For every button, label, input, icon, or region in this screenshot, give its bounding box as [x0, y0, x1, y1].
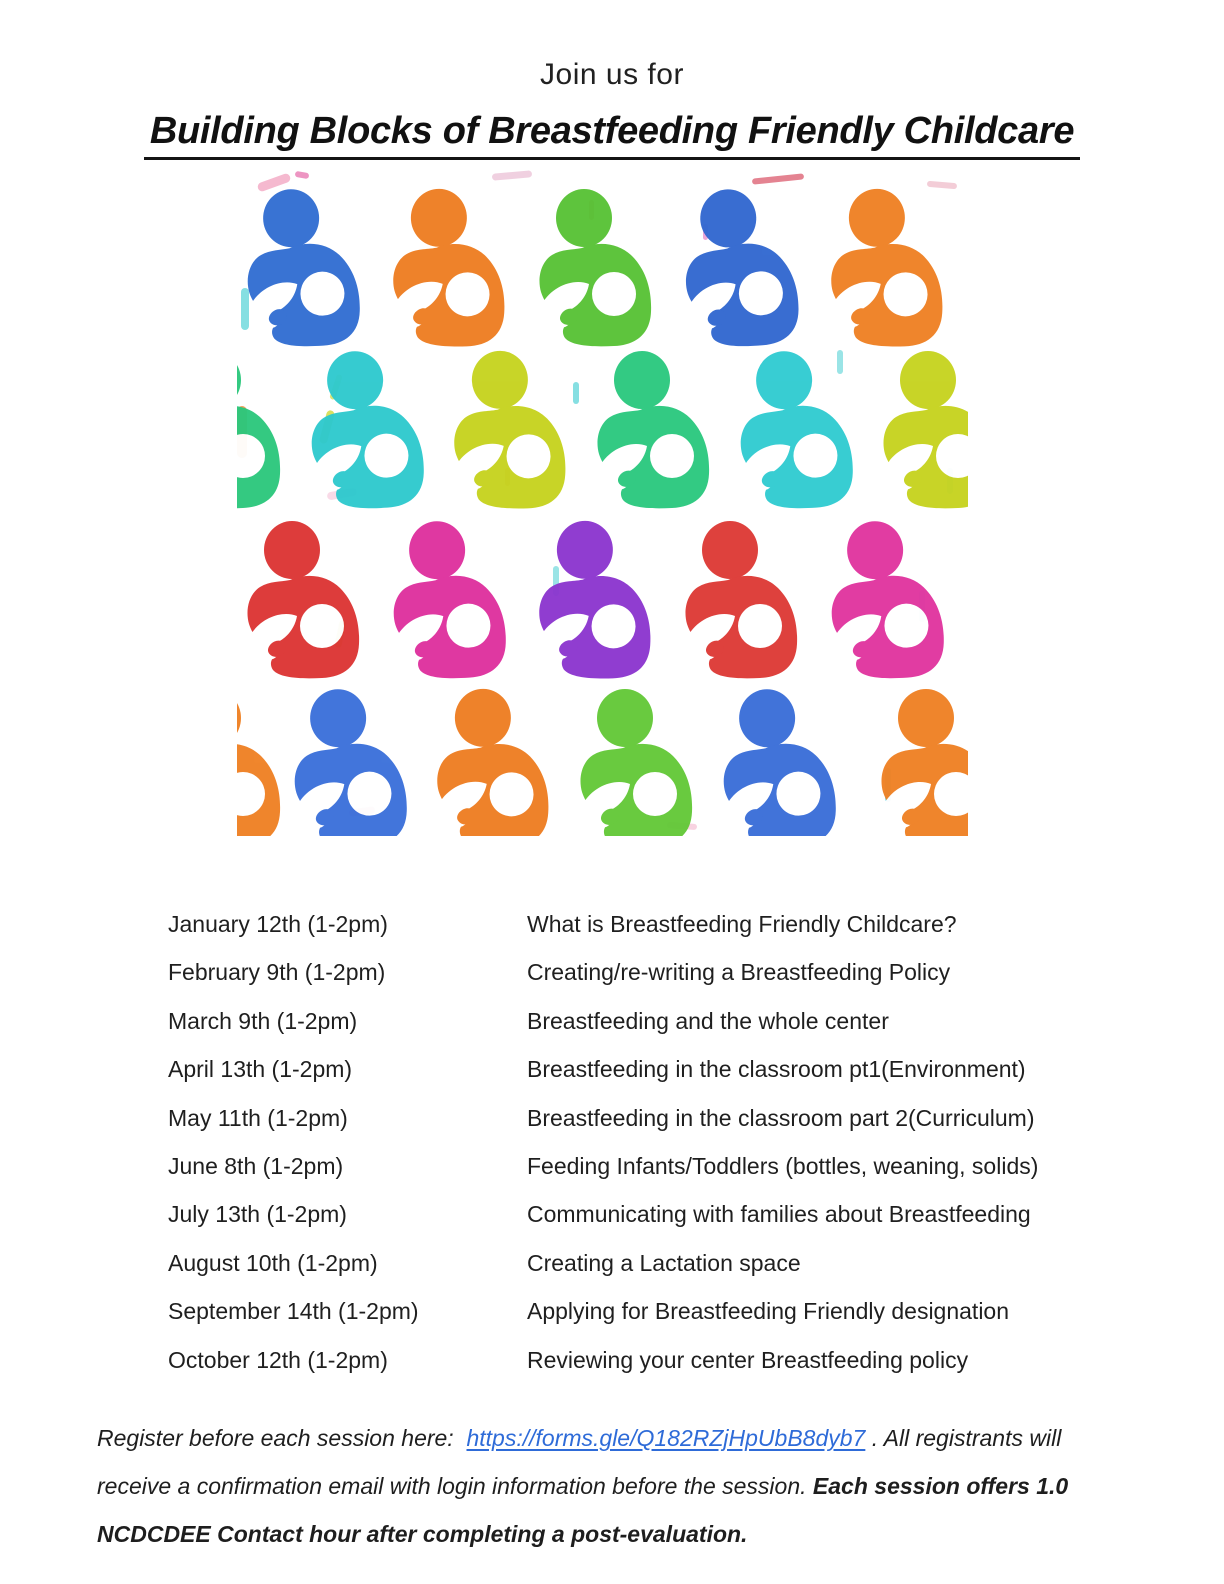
breastfeeding-symbol-icon [830, 188, 944, 347]
breastfeeding-symbol-icon [683, 187, 800, 348]
breastfeeding-symbol-icon [310, 350, 424, 509]
paint-speckle [837, 350, 843, 374]
breastfeeding-symbol-icon [883, 351, 968, 508]
paint-speckle [241, 288, 249, 330]
session-topic: Creating a Lactation space [527, 1249, 801, 1276]
session-date: March 9th (1-2pm) [168, 1007, 358, 1034]
artwork-image [237, 168, 968, 836]
session-topic: Communicating with families about Breastfeeding [527, 1201, 1031, 1228]
breastfeeding-symbol-icon [538, 520, 652, 679]
session-date: April 13th (1-2pm) [168, 1056, 353, 1083]
page-title: Building Blocks of Breastfeeding Friendly Childcare [144, 110, 1080, 160]
breastfeeding-symbol-icon [237, 689, 280, 836]
session-topic: Feeding Infants/Toddlers (bottles, weaning, solids) [527, 1152, 1039, 1179]
breastfeeding-symbol-icon [739, 350, 853, 509]
session-date: October 12th (1-2pm) [168, 1346, 388, 1373]
icon-grid [237, 187, 968, 836]
session-topic: Creating/re-writing a Breastfeeding Policy [527, 959, 951, 986]
artwork-svg [237, 168, 968, 836]
breastfeeding-symbol-icon [246, 188, 360, 347]
session-date: February 9th (1-2pm) [168, 959, 386, 986]
session-date: July 13th (1-2pm) [168, 1201, 347, 1228]
session-date: September 14th (1-2pm) [168, 1298, 419, 1325]
paint-speckle [752, 173, 804, 184]
breastfeeding-symbol-icon [453, 350, 567, 509]
paint-speckle [256, 172, 291, 192]
breastfeeding-symbol-icon [293, 688, 407, 836]
breastfeeding-symbol-icon [597, 351, 709, 508]
paint-speckle [927, 181, 957, 190]
session-topic: Breastfeeding and the whole center [527, 1007, 889, 1034]
breastfeeding-symbol-icon [881, 689, 968, 836]
paint-speckle [492, 170, 532, 180]
session-date: May 11th (1-2pm) [168, 1104, 348, 1131]
breastfeeding-symbol-icon [539, 189, 651, 346]
schedule-table [168, 901, 1108, 1385]
footer-line-1 [97, 1414, 1157, 1462]
session-topic: Breastfeeding in the classroom part 2(Curriculum) [527, 1104, 1035, 1131]
footer-text-bold: Each session offers 1.0 [812, 1473, 1069, 1499]
breastfeeding-symbol-icon [436, 688, 550, 836]
session-date: June 8th (1-2pm) [168, 1152, 344, 1179]
footer-text: receive a confirmation email with login information before the session. [97, 1473, 813, 1499]
session-topic: Applying for Breastfeeding Friendly designation [527, 1298, 1010, 1325]
registration-note [97, 1414, 1157, 1558]
session-topic: Reviewing your center Breastfeeding policy [527, 1346, 969, 1373]
breastfeeding-symbol-icon [247, 521, 359, 678]
breastfeeding-symbol-icon [722, 688, 836, 836]
footer-text: . All registrants will [865, 1425, 1062, 1451]
footer-line-3 [97, 1510, 1157, 1558]
paint-speckle [295, 171, 310, 179]
breastfeeding-symbol-icon [392, 520, 506, 679]
paint-speckle [573, 382, 579, 404]
join-us-text: Join us for [540, 58, 684, 91]
breastfeeding-symbol-icon [830, 520, 944, 679]
breastfeeding-symbol-icon [685, 521, 797, 678]
footer-text: Register before each session here: [97, 1425, 467, 1451]
session-topic: What is Breastfeeding Friendly Childcare? [527, 911, 957, 937]
session-date: January 12th (1-2pm) [168, 911, 388, 937]
breastfeeding-symbol-icon [580, 689, 692, 836]
registration-link[interactable]: https://forms.gle/Q182RZjHpUbB8dyb7 [466, 1425, 866, 1451]
session-date: August 10th (1-2pm) [168, 1249, 378, 1276]
session-topic: Breastfeeding in the classroom pt1(Environment) [527, 1056, 1026, 1083]
breastfeeding-symbol-icon [392, 188, 506, 347]
footer-text-bold: NCDCDEE Contact hour after completing a post-evaluation. [97, 1521, 748, 1547]
title-row [0, 110, 1224, 160]
breastfeeding-symbol-icon [237, 351, 280, 508]
footer-line-2 [97, 1462, 1157, 1510]
